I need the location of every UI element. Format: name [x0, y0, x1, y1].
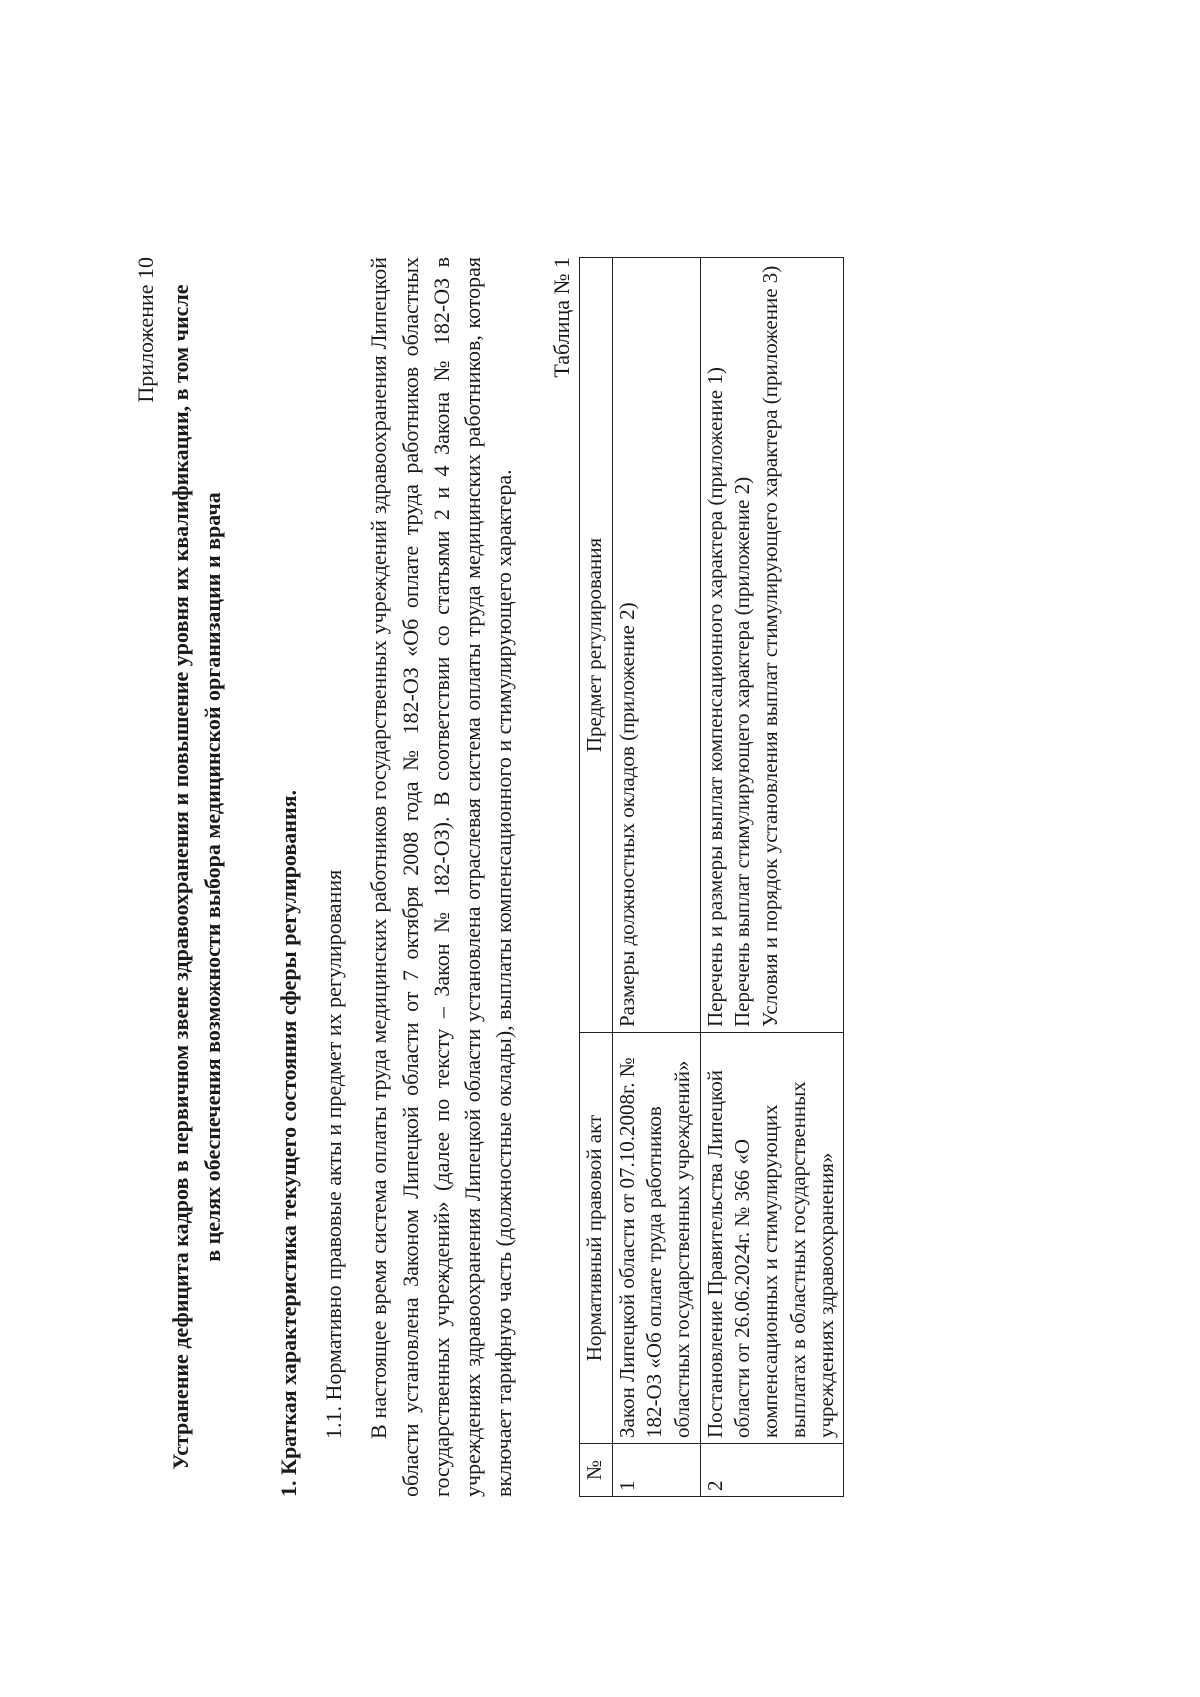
title-line-1: Устранение дефицита кадров в первичном звене здравоохранения и повышение уровня их квалификации, в том числе: [168, 284, 194, 1470]
row-number: 1: [612, 1444, 700, 1497]
title-line-2: в целях обеспечения возможности выбора медицинской организации и врача: [200, 492, 226, 1262]
section-heading: 1. Краткая характеристика текущего состояния сферы регулирования.: [276, 789, 302, 1497]
header-subject: Предмет регулирования: [579, 258, 612, 1033]
table-row: [612, 258, 700, 1497]
subject-line: Перечень выплат стимулирующего характера (приложение 2): [730, 476, 755, 1027]
row-legal-act: Закон Липецкой области от 07.10.2008г. № 182-ОЗ «Об оплате труда работников областных государственных учреждений»: [612, 1033, 700, 1444]
document-title: [165, 257, 229, 1497]
regulation-table: [579, 257, 844, 1497]
row-number: 2: [700, 1444, 844, 1497]
subject-line: Условия и порядок установления выплат стимулирующего характера (приложение 3): [758, 265, 783, 1027]
body-paragraph: В настоящее время система оплаты труда медицинских работников государственных учреждений здравоохранения Липецкой области установлена Законом Липецкой области от 7 октября 2008 года № 182-ОЗ «Об оплате труда работников областных государственных учреждений» (далее по тексту – Закон № 182-ОЗ). В соответствии со статьями 2 и 4 Закона № 182-ОЗ в учреждениях здравоохранения Липецкой области установлена отраслевая система оплаты труда медицинских работников, которая включает тарифную часть (должностные оклады), выплаты компенсационного и стимулирующего характера.: [366, 257, 517, 1497]
row-legal-act: Постановление Правительства Липецкой области от 26.06.2024г. № 366 «О компенсационных и стимулирующих выплатах в областных государственных учреждениях здравоохранения»: [700, 1033, 844, 1444]
header-number: №: [579, 1444, 612, 1497]
table-header-row: [579, 258, 612, 1497]
row-subject: [612, 258, 700, 1033]
appendix-label: Приложение 10: [133, 257, 158, 403]
subject-line: Перечень и размеры выплат компенсационного характера (приложение 1): [702, 367, 727, 1027]
page-content: [130, 257, 844, 1497]
row-subject: [700, 258, 844, 1033]
header-legal-act: Нормативный правовой акт: [579, 1033, 612, 1444]
table-label: Таблица № 1: [548, 257, 574, 378]
subject-line: Размеры должностных окладов (приложение 2): [614, 602, 639, 1027]
sub-heading: 1.1. Нормативно правовые акты и предмет их регулирования: [321, 869, 347, 1439]
table-row: [700, 258, 844, 1497]
